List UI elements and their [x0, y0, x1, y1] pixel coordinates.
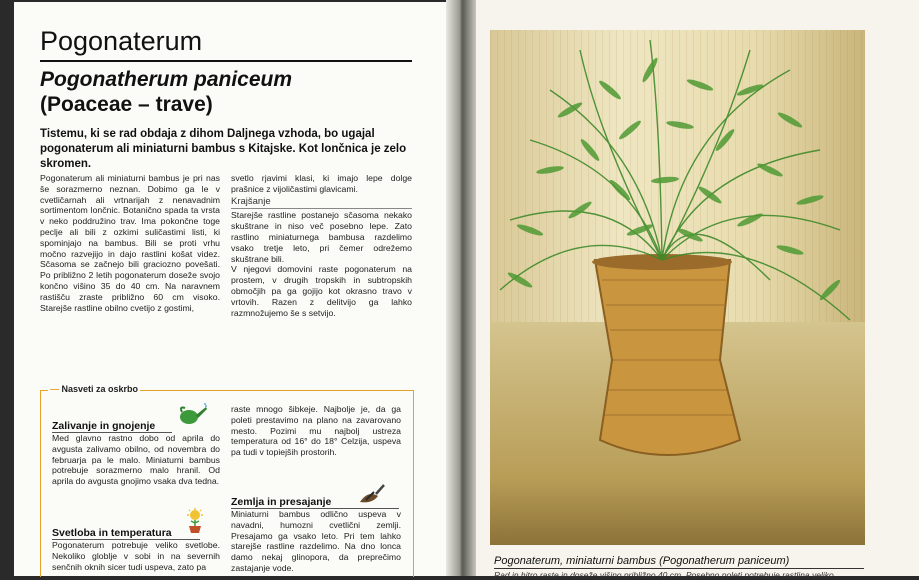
bamboo-plant-illustration	[490, 30, 865, 545]
temperature-text: raste mnogo šibkeje. Najbolje je, da ga poleti prestavimo na plano na zavarovano mesto. Pozimi mu najbolj ustreza temperatura od 16° do 18° Celzija, uspeva pa tudi v topiejših prostorih.	[231, 404, 401, 458]
family-name: (Poaceae – trave)	[40, 93, 213, 116]
photo-caption-body: Rad in hitro raste in doseže višino približno 40 cm. Posebno poleti potrebuje rastlina veliko	[494, 570, 834, 580]
latin-name: Pogonatherum paniceum	[40, 68, 293, 91]
lead-paragraph: Tistemu, ki se rad obdaja z dihom Daljnega vzhoda, bo ugajal pogonaterum ali miniaturni bambus s Kitajske. Kot lončnica je zelo skromen.	[40, 128, 407, 170]
care-tips-label: — Nasveti za oskrbo	[50, 384, 139, 394]
col2-paragraph-2: V njegovi domovini raste pogonaterum na prostem, v drugih tropskih in subtropskih območjih pa ga gojijo kot okrasno travo v vrtovih. Razen z delitvijo ga lahko razmnožujemo še s setvijo.	[231, 264, 412, 318]
plant-photo	[490, 30, 865, 545]
trowel-icon	[358, 482, 388, 504]
page-title: Pogonaterum	[40, 26, 203, 56]
col2-intro: svetlo rjavimi klasi, ki imajo lepe dolge prašnice z vijoličastimi glavicami.	[231, 173, 412, 194]
soil-text: Miniaturni bambus odlično uspeva v navadni, humozni cvetlični zemlji. Presajamo ga vsako leto. Pri tem lahko starejše rastline razdelimo. Na dno lonca damo nekaj glinopora, da preprečimo zastajanje vode.	[231, 509, 401, 573]
light-text: Pogonaterum potrebuje veliko svetlobe. Nekoliko globlje v sobi in na severnih senčnih oknih sicer tudi uspeva, zato pa	[52, 540, 220, 572]
section-heading-krajsanje: Krajšanje	[231, 197, 412, 210]
care-tips-label-text: Nasveti za oskrbo	[61, 384, 139, 394]
body-column-2	[231, 173, 412, 318]
soil-heading: Zemlja in presajanje	[231, 496, 399, 509]
title-rule	[40, 60, 412, 62]
watering-heading: Zalivanje in gnojenje	[52, 420, 172, 433]
photo-caption: Pogonaterum, miniaturni bambus (Pogonatherum paniceum)	[494, 555, 790, 567]
caption-rule	[494, 568, 864, 569]
book-gutter	[446, 0, 476, 576]
body-column-1: Pogonaterum ali miniaturni bambus je pri nas še sorazmerno neznan. Dobimo ga le v cvetličarnah ali vrtnarijah z nenavadnim sortimentom lončnic. Botanično spada ta vrsta v neko poddružino trav. Ima pokončne toge peclje ali bili z ozkimi suličastimi listi, ki spominjajo na bambus. Bili se proti vrhu močno razvejijo in dajo rastlini košat videz. Sčasoma se začnejo bili graciozno povešati. Po približno 2 letih pogonaterum doseže svojo končno višino 35 do 40 cm. Na naravnem rastišču zraste približno 60 cm visoko. Starejše rastline obilno cvetijo z gostimi,	[40, 173, 220, 313]
sun-plant-icon	[184, 508, 206, 534]
light-heading: Svetloba in temperatura	[52, 527, 200, 540]
watering-can-icon	[176, 402, 208, 426]
col2-paragraph-1: Starejše rastline postanejo sčasoma nekako skuštrane in niso več posebno lepe. Zato rastlino miniaturnega bambusa razdelimo vsako tretje leto, pri čemer odrežemo skuštrane bili.	[231, 210, 412, 264]
watering-text: Med glavno rastno dobo od aprila do avgusta zalivamo obilno, od novembra do februarja pa le malo. Miniaturni bambus potrebuje sorazmerno malo hranil. Od aprila do avgusta gnojimo vsaka dva tedna.	[52, 433, 220, 487]
